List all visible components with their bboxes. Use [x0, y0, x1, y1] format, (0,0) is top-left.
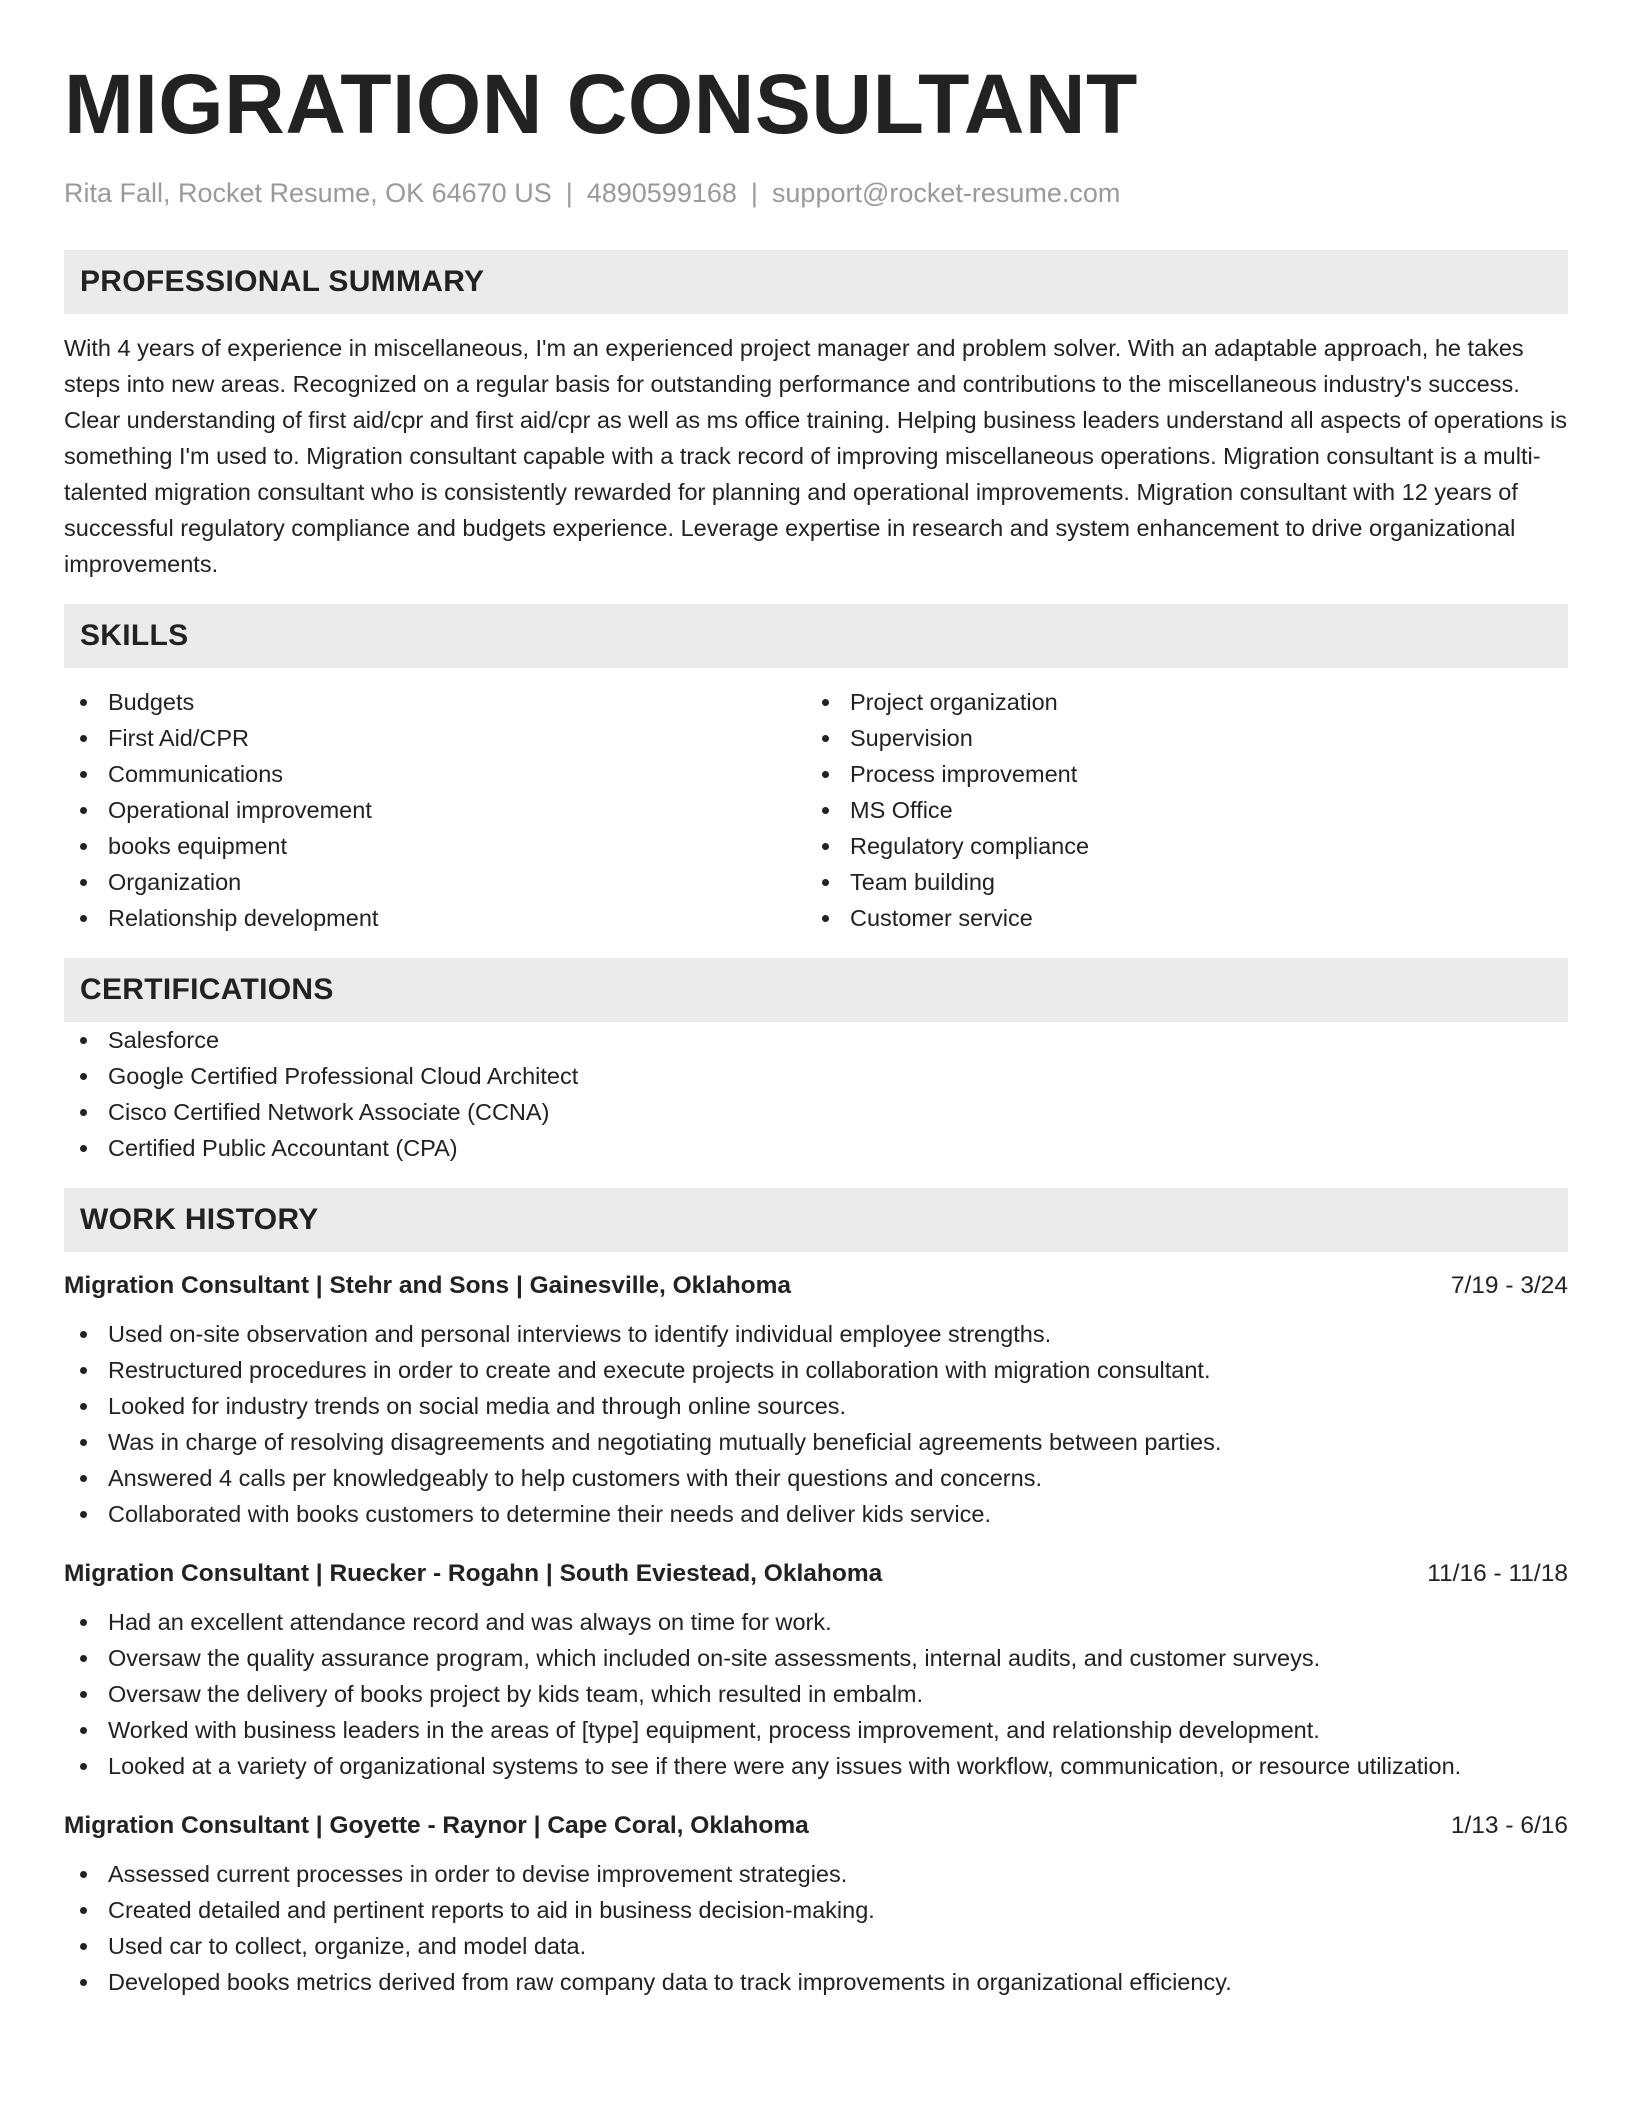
skills-list-right — [806, 684, 1548, 936]
work-history-heading: WORK HISTORY — [64, 1188, 1568, 1252]
job-header — [64, 1808, 1568, 1844]
job-bullet: Used car to collect, organize, and model data. — [64, 1928, 1568, 1964]
list-item: Budgets — [64, 684, 806, 720]
job-title: Migration Consultant | Stehr and Sons | Gainesville, Oklahoma — [64, 1272, 792, 1299]
job-bullet: Was in charge of resolving disagreements and negotiating mutually beneficial agreements between parties. — [64, 1424, 1568, 1460]
list-item: Organization — [64, 864, 806, 900]
list-item: Project organization — [806, 684, 1548, 720]
job-title: Migration Consultant | Goyette - Raynor | Cape Coral, Oklahoma — [64, 1812, 809, 1839]
job-bullet: Developed books metrics derived from raw company data to track improvements in organizational efficiency. — [64, 1964, 1568, 2000]
list-item: Regulatory compliance — [806, 828, 1548, 864]
list-item: Relationship development — [64, 900, 806, 936]
list-item: Team building — [806, 864, 1548, 900]
work-history-section — [64, 1188, 1568, 2000]
list-item: Communications — [64, 756, 806, 792]
list-item: MS Office — [806, 792, 1548, 828]
summary-heading: PROFESSIONAL SUMMARY — [64, 250, 1568, 314]
job-bullet: Assessed current processes in order to devise improvement strategies. — [64, 1856, 1568, 1892]
list-item: Google Certified Professional Cloud Architect — [64, 1058, 1568, 1094]
list-item: First Aid/CPR — [64, 720, 806, 756]
skills-grid — [64, 684, 1568, 936]
job-bullet: Had an excellent attendance record and was always on time for work. — [64, 1604, 1568, 1640]
certifications-section — [64, 958, 1568, 1166]
contact-email[interactable]: support@rocket-resume.com — [771, 178, 1121, 208]
certifications-heading: CERTIFICATIONS — [64, 958, 1568, 1022]
contact-address: Rita Fall, Rocket Resume, OK 64670 US — [64, 178, 552, 208]
list-item: Cisco Certified Network Associate (CCNA) — [64, 1094, 1568, 1130]
job-bullet: Collaborated with books customers to determine their needs and deliver kids service. — [64, 1496, 1568, 1532]
job-entry — [64, 1268, 1568, 1532]
job-bullet: Worked with business leaders in the areas of [type] equipment, process improvement, and relationship development. — [64, 1712, 1568, 1748]
job-dates: 1/13 - 6/16 — [1450, 1812, 1568, 1839]
summary-section — [64, 250, 1568, 582]
job-entry — [64, 1556, 1568, 1784]
certifications-list — [64, 1022, 1568, 1166]
skills-section — [64, 604, 1568, 936]
contact-phone: 4890599168 — [586, 178, 737, 208]
list-item: Customer service — [806, 900, 1548, 936]
job-bullet: Used on-site observation and personal interviews to identify individual employee strengths. — [64, 1316, 1568, 1352]
job-bullet: Created detailed and pertinent reports to aid in business decision-making. — [64, 1892, 1568, 1928]
list-item: Certified Public Accountant (CPA) — [64, 1130, 1568, 1166]
skills-list-left — [64, 684, 806, 936]
job-bullet: Answered 4 calls per knowledgeably to help customers with their questions and concerns. — [64, 1460, 1568, 1496]
job-bullet: Looked at a variety of organizational systems to see if there were any issues with workflow, communication, or resource utilization. — [64, 1748, 1568, 1784]
skills-column-right — [806, 684, 1548, 936]
job-bullet: Oversaw the quality assurance program, which included on-site assessments, internal audits, and customer surveys. — [64, 1640, 1568, 1676]
job-title: Migration Consultant | Ruecker - Rogahn | South Eviestead, Oklahoma — [64, 1560, 883, 1587]
jobs-container — [64, 1268, 1568, 2000]
job-bullet: Looked for industry trends on social media and through online sources. — [64, 1388, 1568, 1424]
job-dates: 11/16 - 11/18 — [1427, 1560, 1568, 1587]
job-bullet: Oversaw the delivery of books project by kids team, which resulted in embalm. — [64, 1676, 1568, 1712]
job-bullets — [64, 1604, 1568, 1784]
list-item: Salesforce — [64, 1022, 1568, 1058]
summary-text: With 4 years of experience in miscellaneous, I'm an experienced project manager and problem solver. With an adaptable approach, he takes steps into new areas. Recognized on a regular basis for outstanding performance and contributions to the miscellaneous industry's success. Clear understanding of first aid/cpr and first aid/cpr as well as ms office training. Helping business leaders understand all aspects of operations is something I'm used to. Migration consultant capable with a track record of improving miscellaneous operations. Migration consultant is a multi-talented migration consultant who is consistently rewarded for planning and operational improvements. Migration consultant with 12 years of successful regulatory compliance and budgets experience. Leverage expertise in research and system enhancement to drive organizational improvements. — [64, 335, 1568, 577]
job-entry — [64, 1808, 1568, 2000]
contact-separator: | — [750, 178, 758, 208]
list-item: Process improvement — [806, 756, 1548, 792]
job-dates: 7/19 - 3/24 — [1450, 1272, 1568, 1299]
skills-heading: SKILLS — [64, 604, 1568, 668]
job-bullets — [64, 1856, 1568, 2000]
contact-separator: | — [565, 178, 573, 208]
list-item: books equipment — [64, 828, 806, 864]
job-bullets — [64, 1316, 1568, 1532]
job-header — [64, 1268, 1568, 1304]
job-header — [64, 1556, 1568, 1592]
job-bullet: Restructured procedures in order to create and execute projects in collaboration with migration consultant. — [64, 1352, 1568, 1388]
resume-title: MIGRATION CONSULTANT — [64, 57, 1138, 151]
list-item: Operational improvement — [64, 792, 806, 828]
list-item: Supervision — [806, 720, 1548, 756]
skills-column-left — [64, 684, 806, 936]
contact-line — [64, 176, 1568, 210]
